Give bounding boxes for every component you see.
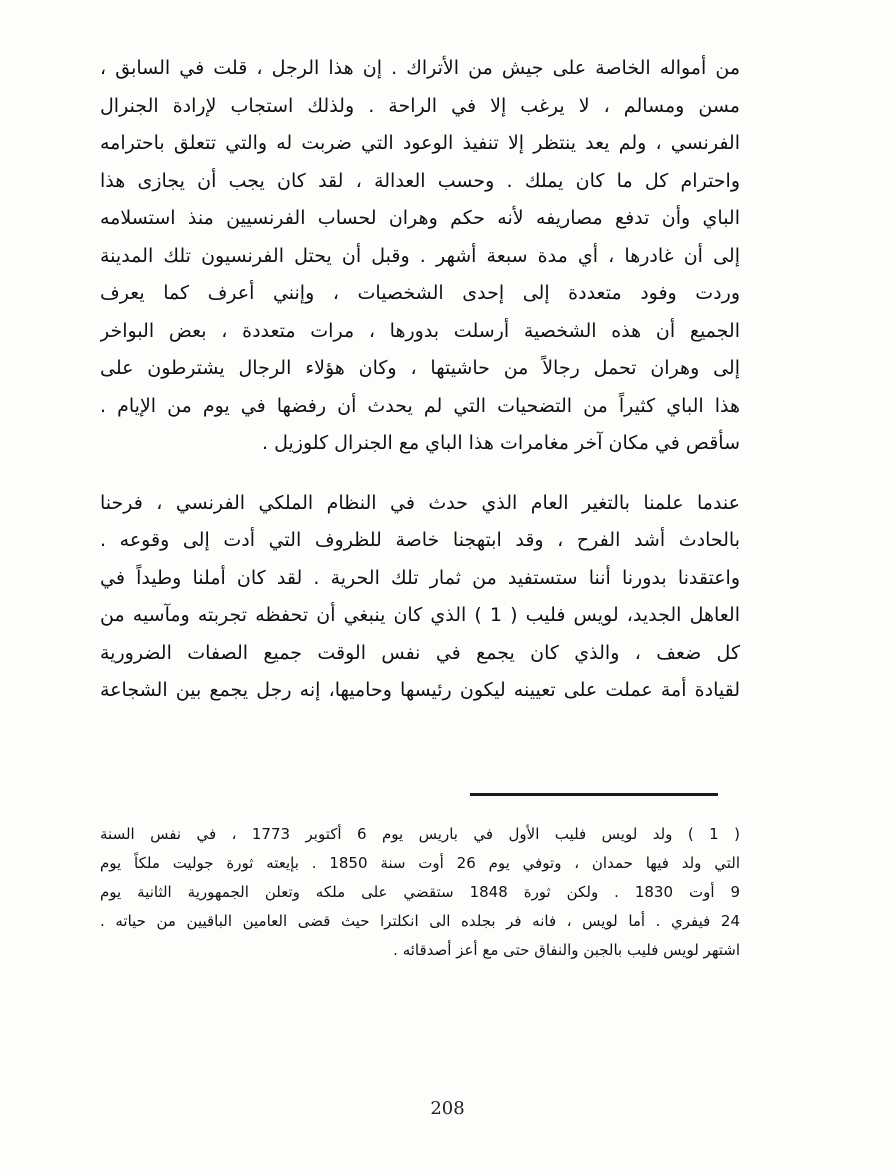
text-line: مسن ومسالم ، لا يرغب إلا في الراحة . ولذلك استجاب لإرادة الجنرال <box>100 94 740 117</box>
paragraph-1 <box>100 50 740 463</box>
footnote-line: 24 فيفري . أما لويس ، فانه فر بجلده الى انكلترا حيث قضى العامين الباقيين من حياته . <box>100 912 740 930</box>
text-line: الفرنسي ، ولم يعد ينتظر إلا تنفيذ الوعود التي ضربت له والتي تتعلق باحترامه <box>100 132 740 154</box>
footnote-line: ( 1 ) ولد لويس فليب الأول في باريس يوم 6 أكتوبر 1773 ، في نفس السنة <box>100 825 740 843</box>
text-line: العاهل الجديد، لويس فليب ( 1 ) الذي كان ينبغي أن تحفظه تجربته ومآسيه من <box>100 604 740 626</box>
text-line: واحترام كل ما كان يملك . وحسب العدالة ، لقد كان يجب أن يجازى هذا <box>100 169 740 192</box>
footnote-line: 9 أوت 1830 . ولكن ثورة 1848 ستقضي على ملكه وتعلن الجمهورية الثانية يوم <box>100 883 740 901</box>
text-line: كل ضعف ، والذي كان يجمع في نفس الوقت جميع الصفات الضرورية <box>100 641 740 664</box>
paragraph-2 <box>100 485 740 710</box>
main-text <box>100 50 740 710</box>
text-line: هذا الباي كثيراً من التضحيات التي لم يحدث أن رفضها في يوم من الإيام . <box>100 394 740 417</box>
footnote-line: اشتهر لويس فليب بالجبن والنفاق حتى مع أعز أصدقائه . <box>393 941 740 959</box>
text-line: الجميع أن هذه الشخصية أرسلت بدورها ، مرات متعددة ، بعض البواخر <box>100 319 740 342</box>
text-line: إلى وهران تحمل رجالاً من حاشيتها ، وكان هؤلاء الرجال يشترطون على <box>100 357 740 379</box>
text-line: وردت وفود متعددة إلى إحدى الشخصيات ، وإنني أعرف كما يعرف <box>100 282 740 304</box>
text-line: لقيادة أمة عملت على تعيينه ليكون رئيسها وحاميها، إنه رجل يجمع بين الشجاعة <box>100 679 740 701</box>
footnote-line: التي ولد فيها حمدان ، وتوفي يوم 26 أوت سنة 1850 . بإيعته ثورة جوليت ملكاً يوم <box>100 854 740 872</box>
text-line: إلى أن غادرها ، أي مدة سبعة أشهر . وقبل أن يحتل الفرنسيون تلك المدينة <box>100 244 740 267</box>
page-number: 208 <box>430 1098 465 1119</box>
paragraph-gap <box>100 463 740 485</box>
text-line: سأقص في مكان آخر مغامرات هذا الباي مع الجنرال كلوزيل . <box>262 432 740 454</box>
text-line: الباي وأن تدفع مصاريفه لأنه حكم وهران لحساب الفرنسيين منذ استسلامه <box>100 207 740 229</box>
text-line: من أمواله الخاصة على جيش من الأتراك . إن هذا الرجل ، قلت في السابق ، <box>100 57 740 79</box>
text-line: واعتقدنا بدورنا أننا ستستفيد من ثمار تلك الحرية . لقد كان أملنا وطيداً في <box>100 566 740 589</box>
text-line: عندما علمنا بالتغير العام الذي حدث في النظام الملكي الفرنسي ، فرحنا <box>100 491 740 514</box>
footnote-divider <box>470 793 718 796</box>
text-line: بالحادث أشد الفرح ، وقد ابتهجنا خاصة للظروف التي أدت إلى وقوعه . <box>100 529 740 551</box>
footnotes <box>100 820 740 965</box>
